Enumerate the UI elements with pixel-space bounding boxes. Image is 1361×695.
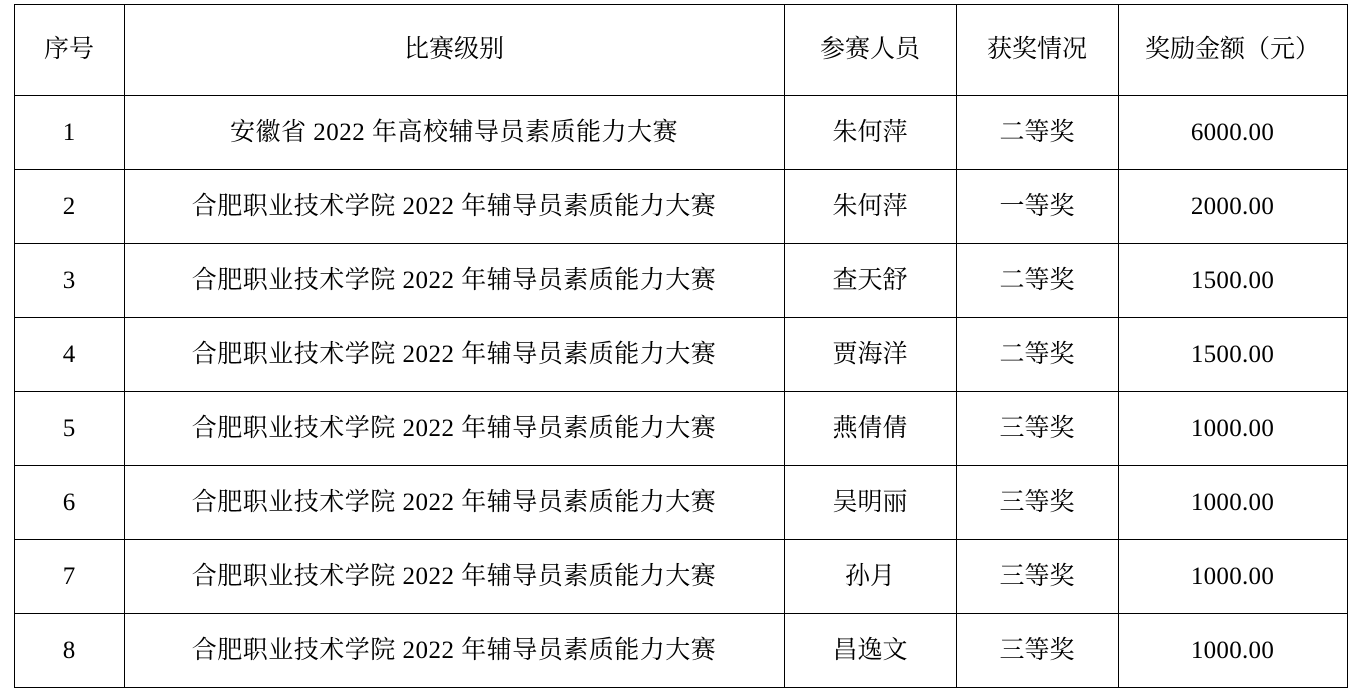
table-body	[14, 96, 1347, 688]
cell-prize: 二等奖	[956, 318, 1118, 392]
cell-level: 合肥职业技术学院 2022 年辅导员素质能力大赛	[124, 318, 784, 392]
column-header-person	[784, 5, 956, 96]
table-row	[14, 540, 1347, 614]
cell-prize: 二等奖	[956, 96, 1118, 170]
cell-person: 昌逸文	[784, 614, 956, 688]
table-row	[14, 318, 1347, 392]
column-header-amount-label: 奖励金额（元）	[1144, 36, 1320, 63]
column-header-amount	[1118, 5, 1347, 96]
table-row	[14, 614, 1347, 688]
award-table	[14, 4, 1348, 688]
table-row	[14, 170, 1347, 244]
cell-person: 查天舒	[784, 244, 956, 318]
table-row	[14, 392, 1347, 466]
cell-prize: 二等奖	[956, 244, 1118, 318]
cell-person: 朱何萍	[784, 96, 956, 170]
cell-prize: 三等奖	[956, 466, 1118, 540]
cell-level: 合肥职业技术学院 2022 年辅导员素质能力大赛	[124, 540, 784, 614]
cell-amount: 1000.00	[1118, 540, 1347, 614]
table-row	[14, 244, 1347, 318]
cell-prize: 三等奖	[956, 614, 1118, 688]
column-header-index-label: 序号	[43, 36, 94, 63]
cell-amount: 1500.00	[1118, 244, 1347, 318]
table-header	[14, 5, 1347, 96]
cell-amount: 6000.00	[1118, 96, 1347, 170]
cell-level: 合肥职业技术学院 2022 年辅导员素质能力大赛	[124, 244, 784, 318]
cell-level: 合肥职业技术学院 2022 年辅导员素质能力大赛	[124, 466, 784, 540]
cell-person: 朱何萍	[784, 170, 956, 244]
cell-amount: 1000.00	[1118, 614, 1347, 688]
table-row	[14, 96, 1347, 170]
cell-person: 孙月	[784, 540, 956, 614]
table-row	[14, 466, 1347, 540]
column-header-prize-label: 获奖情况	[986, 36, 1087, 63]
cell-index: 1	[14, 96, 124, 170]
cell-level: 合肥职业技术学院 2022 年辅导员素质能力大赛	[124, 170, 784, 244]
cell-person: 贾海洋	[784, 318, 956, 392]
column-header-index	[14, 5, 124, 96]
table-header-row	[14, 5, 1347, 96]
cell-amount: 1000.00	[1118, 392, 1347, 466]
column-header-person-label: 参赛人员	[819, 36, 920, 63]
column-header-level-label: 比赛级别	[403, 36, 504, 63]
cell-level: 合肥职业技术学院 2022 年辅导员素质能力大赛	[124, 392, 784, 466]
cell-index: 4	[14, 318, 124, 392]
cell-index: 5	[14, 392, 124, 466]
cell-index: 3	[14, 244, 124, 318]
cell-prize: 三等奖	[956, 392, 1118, 466]
cell-index: 7	[14, 540, 124, 614]
cell-prize: 三等奖	[956, 540, 1118, 614]
cell-amount: 2000.00	[1118, 170, 1347, 244]
cell-prize: 一等奖	[956, 170, 1118, 244]
cell-index: 8	[14, 614, 124, 688]
cell-person: 吴明丽	[784, 466, 956, 540]
cell-level: 安徽省 2022 年高校辅导员素质能力大赛	[124, 96, 784, 170]
cell-level: 合肥职业技术学院 2022 年辅导员素质能力大赛	[124, 614, 784, 688]
cell-person: 燕倩倩	[784, 392, 956, 466]
column-header-prize	[956, 5, 1118, 96]
cell-amount: 1000.00	[1118, 466, 1347, 540]
cell-amount: 1500.00	[1118, 318, 1347, 392]
cell-index: 6	[14, 466, 124, 540]
cell-index: 2	[14, 170, 124, 244]
column-header-level	[124, 5, 784, 96]
